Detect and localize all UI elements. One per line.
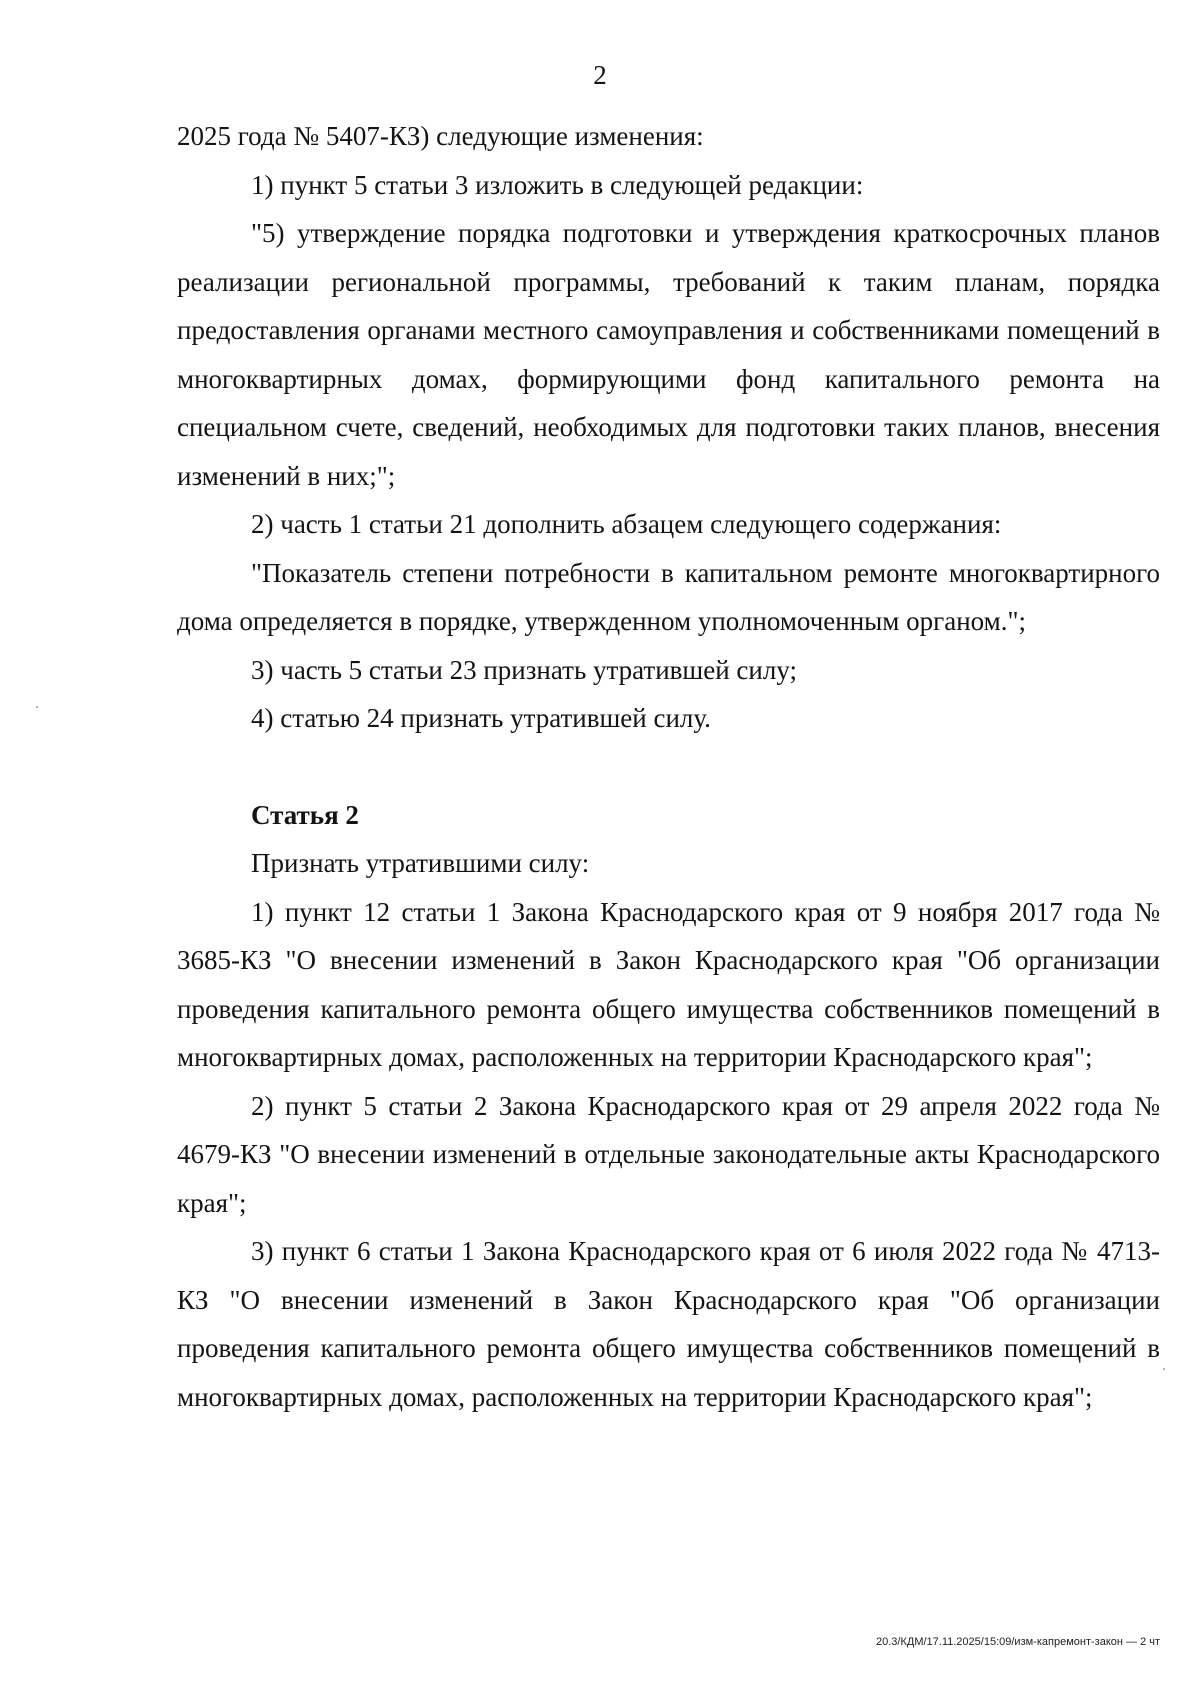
- article-heading: Статья 2: [251, 799, 359, 830]
- paragraph-item-3: 3) часть 5 статьи 23 признать утратившей силу;: [251, 654, 797, 685]
- section-spacer: [177, 743, 1160, 791]
- paragraph-quote-1: "5) утверждение порядка подготовки и утверждения краткосрочных планов реализации региональной программы, требований к таким планам, порядка предоставления органами местного самоуправления и собственниками помещений в многоквартирных домах, формирующими фонд капитального ремонта на специальном счете, сведений, необходимых для подготовки таких планов, внесения изменений в них;";: [177, 218, 1160, 491]
- paragraph-item-4: 4) статью 24 признать утратившей силу.: [251, 703, 711, 733]
- paragraph-quote-2: "Показатель степени потребности в капитальном ремонте многоквартирного дома определяется в порядке, утвержденном уполномоченным органом.";: [177, 557, 1160, 636]
- article-item-1: 1) пункт 12 статьи 1 Закона Краснодарского края от 9 ноября 2017 года № 3685-КЗ "О внесении изменений в Закон Краснодарского края "Об организации проведения капитального ремонта общего имущества собственников помещений в многоквартирных домах, расположенных на территории Краснодарского края";: [177, 896, 1160, 1072]
- document-footer-code: 20.3/КДМ/17.11.2025/15:09/изм-капремонт-закон — 2 чт: [876, 1636, 1160, 1648]
- paragraph-continuation: 2025 года № 5407-КЗ) следующие изменения:: [177, 121, 704, 151]
- article-item-2: 2) пункт 5 статьи 2 Закона Краснодарского края от 29 апреля 2022 года № 4679-КЗ "О внесении изменений в отдельные законодательные акты Краснодарского края";: [177, 1090, 1160, 1218]
- scan-speck: [1163, 1368, 1165, 1370]
- paragraph-item-2: 2) часть 1 статьи 21 дополнить абзацем следующего содержания:: [251, 509, 1002, 539]
- article-intro: Признать утратившими силу:: [251, 848, 590, 878]
- page-number: 2: [593, 60, 607, 90]
- document-body: [177, 112, 1160, 1421]
- paragraph-item-1: 1) пункт 5 статьи 3 изложить в следующей редакции:: [251, 169, 864, 200]
- article-item-3: 3) пункт 6 статьи 1 Закона Краснодарского края от 6 июля 2022 года № 4713-КЗ "О внесении изменений в Закон Краснодарского края "Об организации проведения капитального ремонта общего имущества собственников помещений в многоквартирных домах, расположенных на территории Краснодарского края";: [177, 1236, 1160, 1412]
- scan-speck: [36, 706, 38, 708]
